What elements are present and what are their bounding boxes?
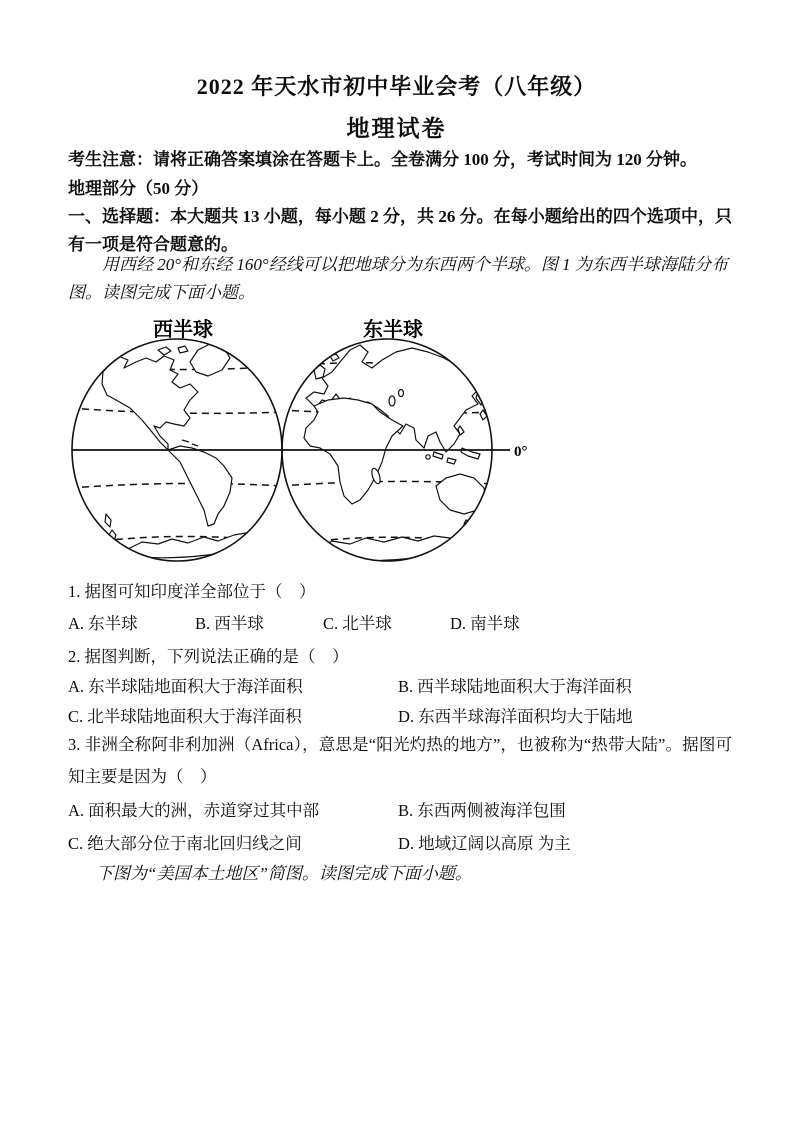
question-1-options xyxy=(68,610,748,634)
question-1-option-d: D. 南半球 xyxy=(450,614,520,633)
question-1-stem: 1. 据图可知印度洋全部位于（ ） xyxy=(68,582,316,601)
hemisphere-map-figure xyxy=(62,300,562,565)
indonesia-island xyxy=(433,452,443,459)
page-subtitle: 地理试卷 xyxy=(346,116,447,141)
question-3-option-b: B. 东西两侧被海洋包围 xyxy=(398,801,566,820)
britain-island xyxy=(314,365,325,379)
greenland-outline xyxy=(190,344,230,376)
equator-label: 0° xyxy=(514,444,528,460)
question-2-options-row1 xyxy=(68,673,748,697)
question-2-option-a: A. 东半球陆地面积大于海洋面积 xyxy=(68,677,303,696)
arctic-island xyxy=(178,346,188,353)
question-3-options-row2 xyxy=(68,830,748,854)
question-3-stem: 3. 非洲全称阿非利加洲（Africa），意思是“阳光灼热的地方”，也被称为“热带大陆”。据图可知主要是因为（ ） xyxy=(68,735,732,786)
section-instructions: 一、选择题：本大题共 13 小题，每小题 2 分，共 26 分。在每小题给出的四个选项中，只有一项是符合题意的。 xyxy=(68,207,732,254)
question-2-options-row2 xyxy=(68,703,748,727)
page-title: 2022 年天水市初中毕业会考（八年级） xyxy=(196,74,597,99)
caribbean-island xyxy=(192,444,198,446)
west-hemisphere-label: 西半球 xyxy=(153,319,213,341)
sri-lanka-island xyxy=(426,455,430,459)
question-3-option-c: C. 绝大部分位于南北回归线之间 xyxy=(68,834,302,853)
indonesia-island xyxy=(447,458,456,464)
south-america-outline xyxy=(168,446,232,526)
caribbean-island xyxy=(182,440,189,442)
candidate-notice: 考生注意：请将正确答案填涂在答题卡上。全卷满分 100 分，考试时间为 120 分钟。 xyxy=(68,150,697,169)
section-score: 地理部分（50 分） xyxy=(68,179,209,198)
question-1-option-a: A. 东半球 xyxy=(68,614,138,633)
figure1-intro: 用西经 20°和东经 160°经线可以把地球分为东西两个半球。图 1 为东西半球海陆分布图。读图完成下面小题。 xyxy=(68,255,728,302)
australia-outline xyxy=(436,474,486,514)
question-3-option-a: A. 面积最大的洲，赤道穿过其中部 xyxy=(68,801,320,820)
hemisphere-map xyxy=(62,300,562,565)
question-2-option-b: B. 西半球陆地面积大于海洋面积 xyxy=(398,677,632,696)
figure2-intro: 下图为“美国本土地区”简图。读图完成下面小题。 xyxy=(96,864,472,883)
question-2-stem: 2. 据图判断，下列说法正确的是（ ） xyxy=(68,647,349,666)
question-2-option-d: D. 东西半球海洋面积均大于陆地 xyxy=(398,707,633,726)
new-zealand-island xyxy=(105,514,111,527)
question-3-options-row1 xyxy=(68,797,748,821)
east-hemisphere-label: 东半球 xyxy=(363,319,423,341)
question-1-option-b: B. 西半球 xyxy=(195,614,264,633)
arctic-island xyxy=(158,347,171,355)
question-1-option-c: C. 北半球 xyxy=(323,614,392,633)
question-2-option-c: C. 北半球陆地面积大于海洋面积 xyxy=(68,707,302,726)
question-3-option-d: D. 地域辽阔以高原 为主 xyxy=(398,834,571,853)
